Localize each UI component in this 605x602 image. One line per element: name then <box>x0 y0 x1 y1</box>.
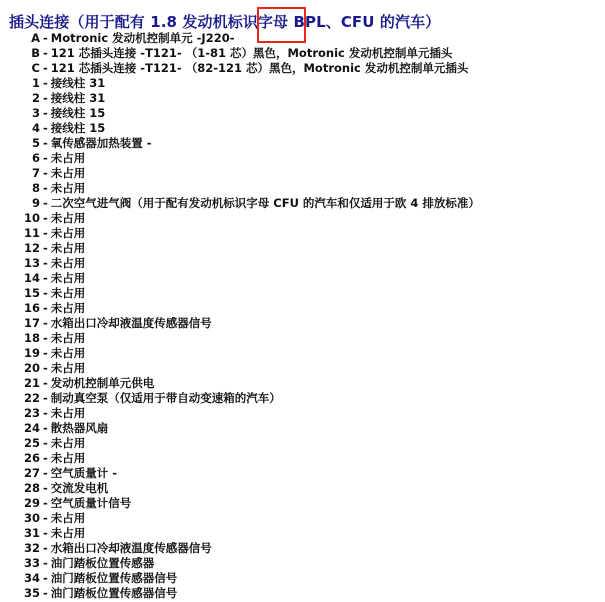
pin-description: 油门踏板位置传感器信号 <box>50 586 178 600</box>
pin-key: 23 <box>23 406 40 420</box>
list-item <box>0 136 605 151</box>
pin-separator: - <box>43 226 48 240</box>
pin-separator: - <box>43 76 48 90</box>
pin-separator: - <box>43 286 48 300</box>
pin-description: 制动真空泵（仅适用于带自动变速箱的汽车） <box>50 391 281 405</box>
pin-separator: - <box>43 61 48 75</box>
pin-separator: - <box>43 436 48 450</box>
list-item <box>0 106 605 121</box>
pin-description: 未占用 <box>50 181 86 195</box>
list-item <box>0 391 605 406</box>
list-item <box>0 76 605 91</box>
pin-separator: - <box>43 241 48 255</box>
list-item <box>0 256 605 271</box>
pin-key: 33 <box>23 556 40 570</box>
pin-description: 未占用 <box>50 346 86 360</box>
list-item <box>0 451 605 466</box>
pin-description: 未占用 <box>50 406 86 420</box>
pin-description: 未占用 <box>50 436 86 450</box>
list-item <box>0 61 605 76</box>
pin-key: 6 <box>31 151 40 165</box>
pin-separator: - <box>43 376 48 390</box>
pin-key: 11 <box>23 226 40 240</box>
pin-separator: - <box>43 571 48 585</box>
list-item <box>0 466 605 481</box>
pin-separator: - <box>43 136 48 150</box>
pin-key: 13 <box>23 256 40 270</box>
pin-separator: - <box>43 166 48 180</box>
pin-separator: - <box>43 256 48 270</box>
pin-separator: - <box>43 271 48 285</box>
pin-description: 未占用 <box>50 226 86 240</box>
pin-description: 未占用 <box>50 286 86 300</box>
pin-description: 空气质量计 - <box>50 466 118 480</box>
pin-description: 未占用 <box>50 151 86 165</box>
pin-key: 28 <box>23 481 40 495</box>
list-item <box>0 526 605 541</box>
pin-description: 氧传感器加热装置 - <box>50 136 152 150</box>
pin-separator: - <box>43 346 48 360</box>
pin-separator: - <box>43 406 48 420</box>
pin-key: 17 <box>23 316 40 330</box>
pin-description: 未占用 <box>50 241 86 255</box>
pin-description: 未占用 <box>50 271 86 285</box>
pin-key: 27 <box>23 466 40 480</box>
pin-key: 35 <box>23 586 40 600</box>
list-item <box>0 586 605 601</box>
pin-description: 未占用 <box>50 451 86 465</box>
pin-separator: - <box>43 211 48 225</box>
list-item <box>0 406 605 421</box>
pin-key: 9 <box>31 196 40 210</box>
pin-description: 未占用 <box>50 301 86 315</box>
pin-description: 未占用 <box>50 211 86 225</box>
pin-key: 5 <box>31 136 40 150</box>
pin-description: 接线柱 15 <box>50 106 106 120</box>
pin-separator: - <box>43 481 48 495</box>
list-item <box>0 121 605 136</box>
pin-key: 29 <box>23 496 40 510</box>
pin-key: 31 <box>23 526 40 540</box>
pin-key: A <box>31 31 40 45</box>
pin-separator: - <box>43 46 48 60</box>
pin-description: 接线柱 31 <box>50 91 106 105</box>
pin-separator: - <box>43 466 48 480</box>
pin-description: 油门踏板位置传感器信号 <box>50 571 178 585</box>
list-item <box>0 151 605 166</box>
pin-key: 2 <box>31 91 40 105</box>
pin-key: 32 <box>23 541 40 555</box>
list-item <box>0 376 605 391</box>
pin-separator: - <box>43 301 48 315</box>
list-item <box>0 541 605 556</box>
pin-description: 121 芯插头连接 -T121- （82-121 芯）黑色，Motronic 发动机控制单元插头 <box>50 61 469 75</box>
list-item <box>0 481 605 496</box>
list-item <box>0 46 605 61</box>
list-item <box>0 91 605 106</box>
pin-separator: - <box>43 526 48 540</box>
pin-description: 油门踏板位置传感器 <box>50 556 155 570</box>
pin-separator: - <box>43 331 48 345</box>
pin-key: 15 <box>23 286 40 300</box>
pin-key: 10 <box>23 211 40 225</box>
list-item <box>0 361 605 376</box>
pin-description: 121 芯插头连接 -T121- （1-81 芯）黑色，Motronic 发动机控制单元插头 <box>50 46 453 60</box>
list-item <box>0 241 605 256</box>
list-item <box>0 316 605 331</box>
pin-description: 水箱出口冷却液温度传感器信号 <box>50 316 212 330</box>
pin-separator: - <box>43 421 48 435</box>
page-title: 插头连接（用于配有 1.8 发动机标识字母 BPL、CFU 的汽车） <box>9 13 441 31</box>
pin-description: 接线柱 31 <box>50 76 106 90</box>
list-item <box>0 301 605 316</box>
pin-separator: - <box>43 586 48 600</box>
list-item <box>0 346 605 361</box>
pin-key: 1 <box>31 76 40 90</box>
list-item <box>0 436 605 451</box>
list-item <box>0 556 605 571</box>
pin-description: 散热器风扇 <box>50 421 109 435</box>
list-item <box>0 331 605 346</box>
pin-key: 22 <box>23 391 40 405</box>
list-item <box>0 511 605 526</box>
pin-separator: - <box>43 451 48 465</box>
pin-description: Motronic 发动机控制单元 -J220- <box>50 31 235 45</box>
pin-separator: - <box>43 106 48 120</box>
pin-key: 14 <box>23 271 40 285</box>
pin-key: 20 <box>23 361 40 375</box>
pin-description: 未占用 <box>50 331 86 345</box>
pin-key: C <box>31 61 40 75</box>
pin-separator: - <box>43 556 48 570</box>
pin-description: 交流发电机 <box>50 481 109 495</box>
pin-separator: - <box>43 391 48 405</box>
pin-key: 7 <box>31 166 40 180</box>
pin-separator: - <box>43 196 48 210</box>
list-item <box>0 31 605 46</box>
pin-list <box>0 31 605 601</box>
pin-separator: - <box>43 316 48 330</box>
list-item <box>0 496 605 511</box>
list-item <box>0 571 605 586</box>
pin-separator: - <box>43 31 48 45</box>
pin-key: 19 <box>23 346 40 360</box>
pin-description: 发动机控制单元供电 <box>50 376 155 390</box>
pin-description: 未占用 <box>50 256 86 270</box>
list-item <box>0 166 605 181</box>
pin-key: 24 <box>23 421 40 435</box>
list-item <box>0 181 605 196</box>
pin-description: 未占用 <box>50 361 86 375</box>
pin-separator: - <box>43 181 48 195</box>
pin-description: 未占用 <box>50 166 86 180</box>
list-item <box>0 421 605 436</box>
pin-key: 3 <box>31 106 40 120</box>
pin-key: 12 <box>23 241 40 255</box>
pin-description: 二次空气进气阀（用于配有发动机标识字母 CFU 的汽车和仅适用于欧 4 排放标准） <box>50 196 480 210</box>
pin-description: 接线柱 15 <box>50 121 106 135</box>
pin-separator: - <box>43 361 48 375</box>
pin-key: 25 <box>23 436 40 450</box>
list-item <box>0 196 605 211</box>
pin-key: 8 <box>31 181 40 195</box>
pin-description: 未占用 <box>50 526 86 540</box>
pin-key: 34 <box>23 571 40 585</box>
pin-key: B <box>31 46 40 60</box>
pin-key: 30 <box>23 511 40 525</box>
pin-separator: - <box>43 121 48 135</box>
list-item <box>0 286 605 301</box>
pin-separator: - <box>43 511 48 525</box>
pin-key: 4 <box>31 121 40 135</box>
pin-description: 水箱出口冷却液温度传感器信号 <box>50 541 212 555</box>
pin-separator: - <box>43 151 48 165</box>
pin-separator: - <box>43 541 48 555</box>
pin-key: 18 <box>23 331 40 345</box>
list-item <box>0 226 605 241</box>
pin-key: 16 <box>23 301 40 315</box>
list-item <box>0 271 605 286</box>
pin-key: 21 <box>23 376 40 390</box>
pin-separator: - <box>43 496 48 510</box>
pin-description: 未占用 <box>50 511 86 525</box>
pin-key: 26 <box>23 451 40 465</box>
pin-description: 空气质量计信号 <box>50 496 132 510</box>
pin-separator: - <box>43 91 48 105</box>
list-item <box>0 211 605 226</box>
